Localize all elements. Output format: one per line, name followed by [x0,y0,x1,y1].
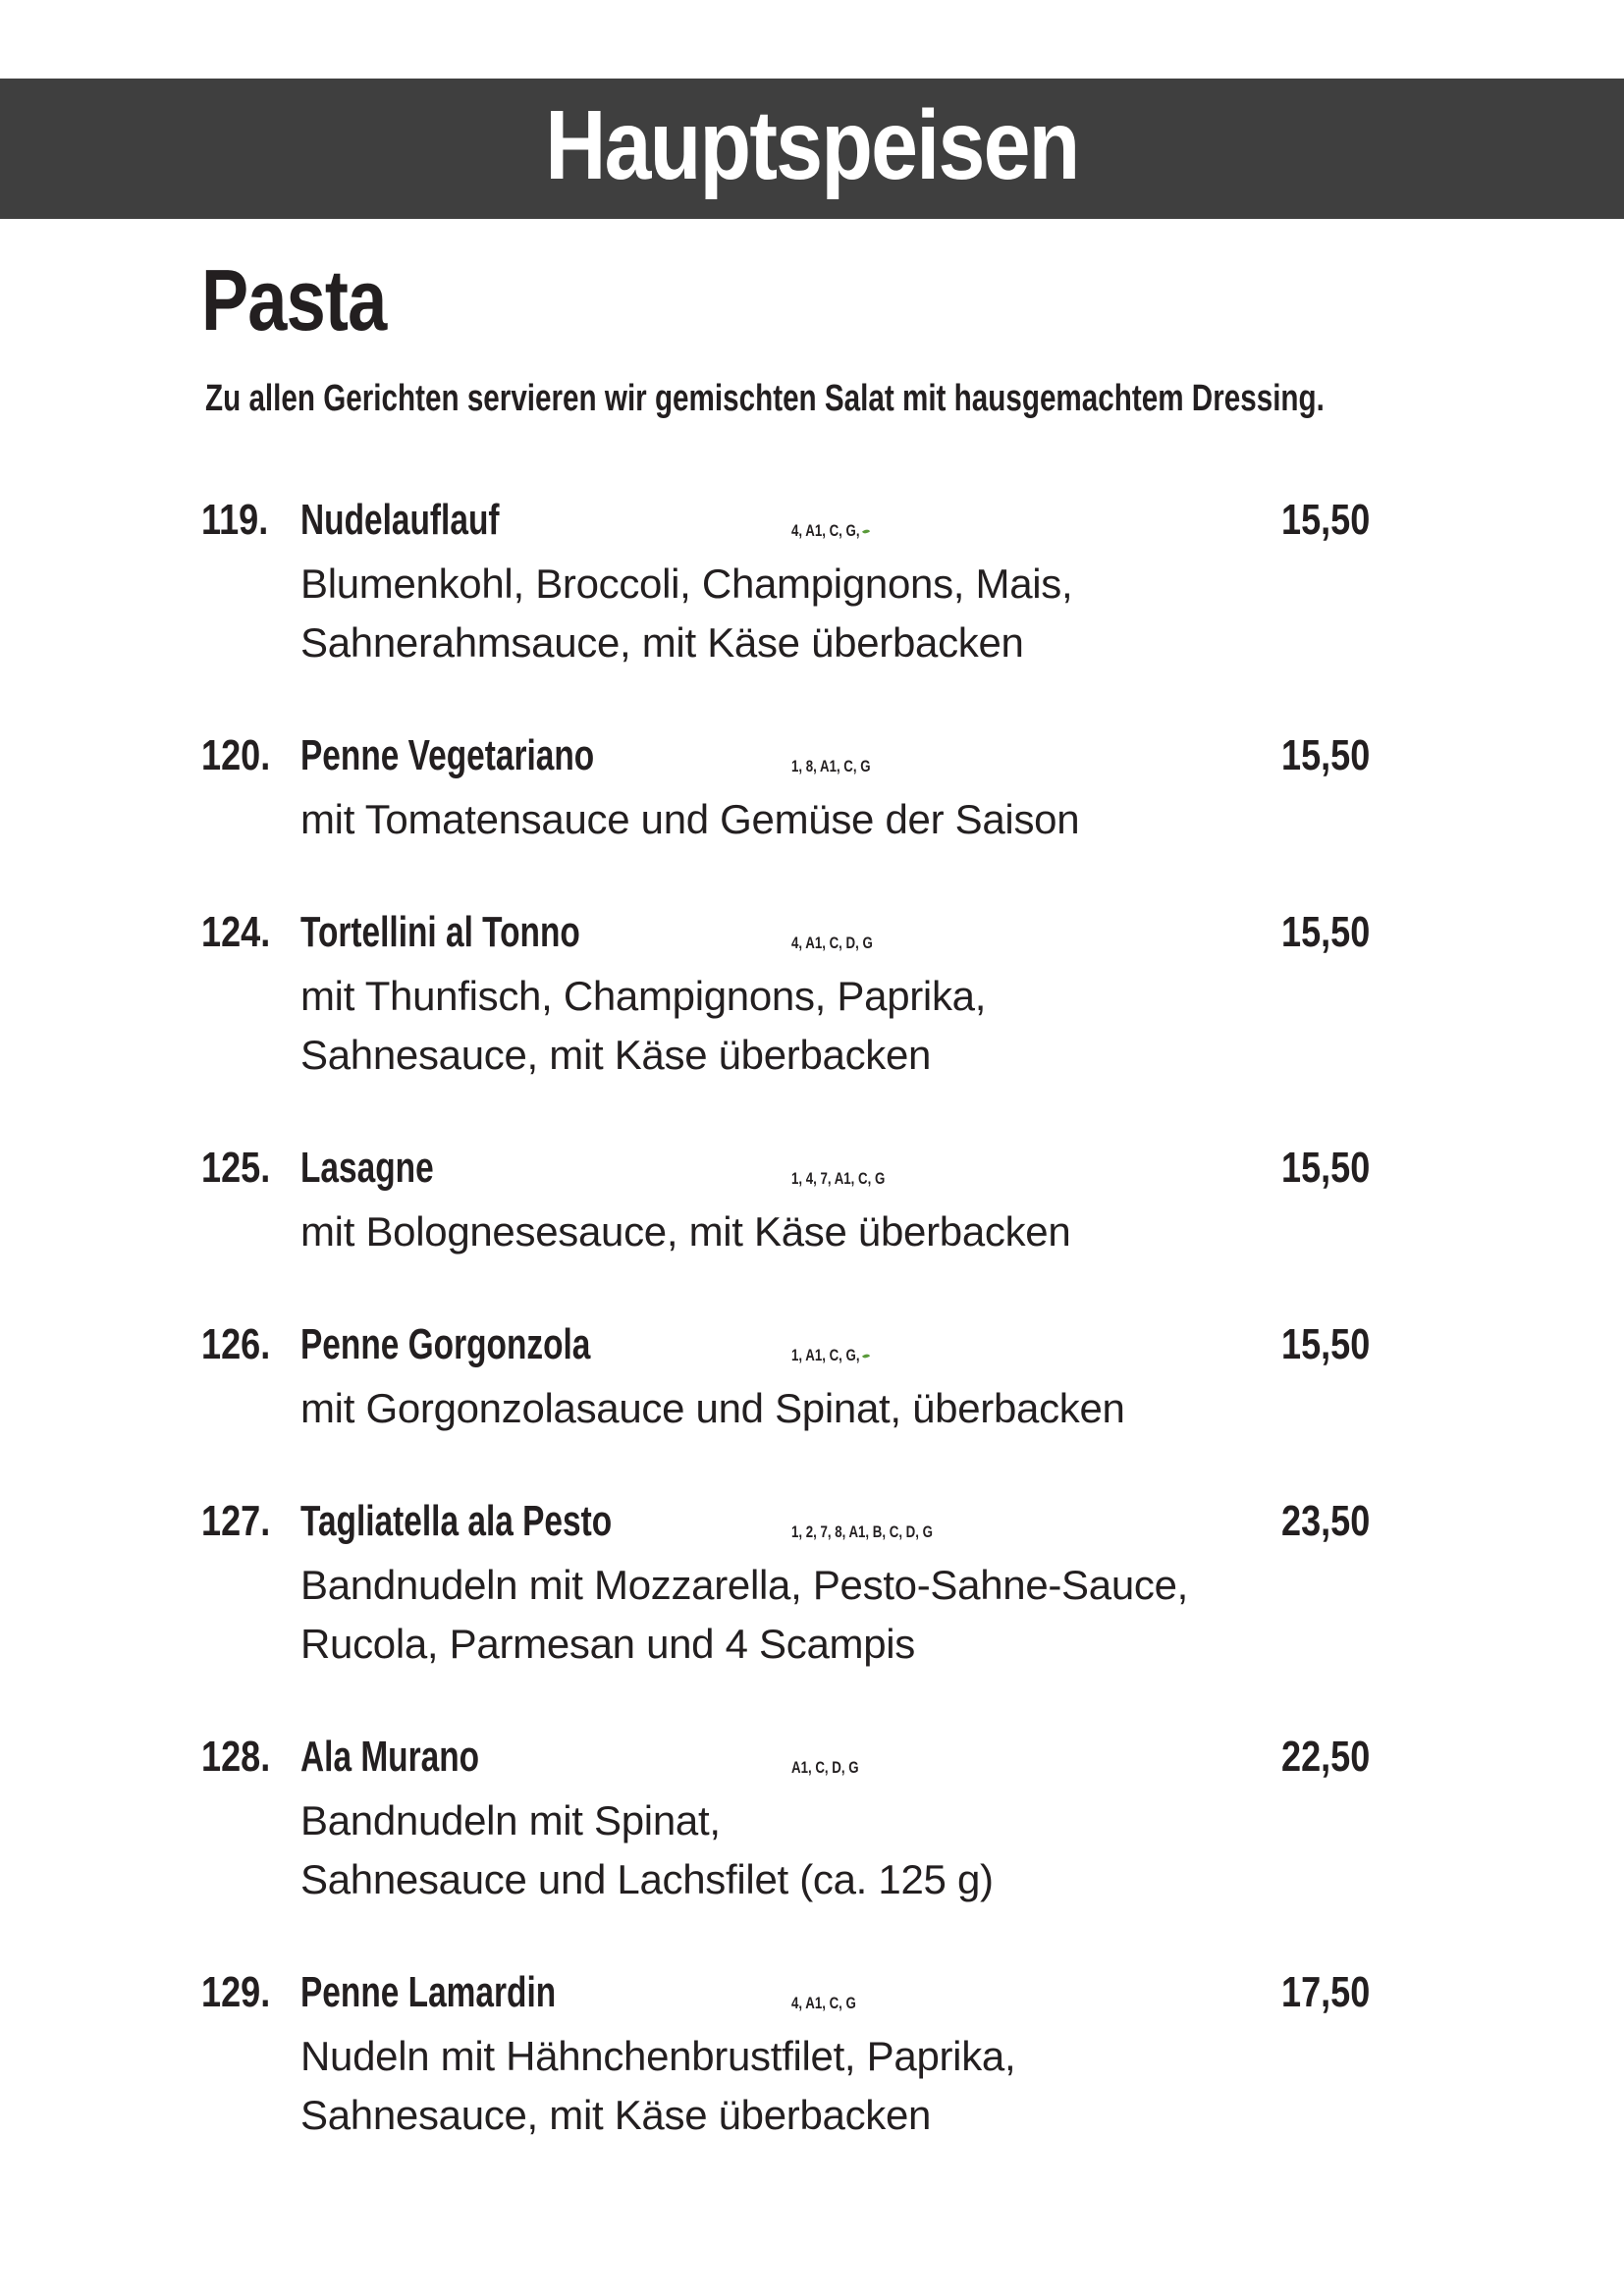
item-price: 15,50 [1281,1320,1371,1368]
description-line: Sahnesauce, mit Käse überbacken [300,1032,932,1078]
item-name: Lasagne [300,1144,434,1192]
item-name: Tortellini al Tonno [300,908,580,956]
item-description [300,967,986,1085]
allergen-codes: 4, A1, C, G [791,1994,856,2012]
description-line: Sahnerahmsauce, mit Käse überbacken [300,619,1024,666]
item-number: 125. [201,1144,271,1192]
item-number: 119. [201,496,269,544]
description-line: Bandnudeln mit Mozzarella, Pesto-Sahne-Sauce, [300,1562,1189,1608]
leaf-icon [862,1352,870,1361]
description-line: Sahnesauce und Lachsfilet (ca. 125 g) [300,1856,994,1902]
item-name: Nudelauflauf [300,496,500,544]
item-number: 120. [201,731,271,779]
item-price: 23,50 [1281,1497,1371,1545]
item-number: 127. [201,1497,271,1545]
allergen-codes: 1, 2, 7, 8, A1, B, C, D, G [791,1522,933,1541]
item-allergens [791,522,870,539]
item-name: Ala Murano [300,1733,480,1781]
item-description [300,2027,1015,2145]
description-line: mit Tomatensauce und Gemüse der Saison [300,796,1080,842]
item-allergens [791,1759,859,1776]
description-line: mit Bolognesesauce, mit Käse überbacken [300,1208,1071,1255]
leaf-icon [862,527,870,536]
item-price: 15,50 [1281,496,1371,544]
header-banner [0,79,1624,219]
description-line: Blumenkohl, Broccoli, Champignons, Mais, [300,561,1073,607]
item-number: 128. [201,1733,271,1781]
item-description [300,1379,1125,1438]
item-description [300,1202,1070,1261]
item-name: Penne Vegetariano [300,731,595,779]
allergen-codes: 1, A1, C, G, [791,1346,860,1364]
item-allergens [791,758,871,774]
item-number: 124. [201,908,271,956]
item-allergens [791,1523,933,1540]
item-price: 15,50 [1281,908,1371,956]
allergen-codes: A1, C, D, G [791,1758,859,1777]
item-price: 15,50 [1281,1144,1371,1192]
item-allergens [791,1170,885,1187]
item-number: 126. [201,1320,271,1368]
item-name: Penne Lamardin [300,1968,557,2016]
item-description [300,1791,994,1909]
item-price: 17,50 [1281,1968,1371,2016]
item-name: Tagliatella ala Pesto [300,1497,613,1545]
page-title: Hauptspeisen [545,89,1079,200]
item-allergens [791,1347,870,1363]
section-note: Zu allen Gerichten servieren wir gemischten Salat mit hausgemachtem Dressing. [205,378,1325,419]
item-price: 15,50 [1281,731,1371,779]
description-line: Nudeln mit Hähnchenbrustfilet, Paprika, [300,2033,1016,2079]
item-name: Penne Gorgonzola [300,1320,591,1368]
item-description [300,555,1072,672]
item-allergens [791,1995,856,2011]
description-line: mit Gorgonzolasauce und Spinat, überbacken [300,1385,1125,1431]
allergen-codes: 4, A1, C, G, [791,521,860,540]
item-description [300,1556,1188,1674]
description-line: Rucola, Parmesan und 4 Scampis [300,1621,915,1667]
allergen-codes: 4, A1, C, D, G [791,934,873,952]
description-line: Bandnudeln mit Spinat, [300,1797,721,1843]
item-description [300,790,1079,849]
allergen-codes: 1, 4, 7, A1, C, G [791,1169,886,1188]
allergen-codes: 1, 8, A1, C, G [791,757,871,775]
item-allergens [791,934,873,951]
description-line: Sahnesauce, mit Käse überbacken [300,2092,932,2138]
item-number: 129. [201,1968,271,2016]
description-line: mit Thunfisch, Champignons, Paprika, [300,973,987,1019]
section-title: Pasta [201,251,387,348]
item-price: 22,50 [1281,1733,1371,1781]
